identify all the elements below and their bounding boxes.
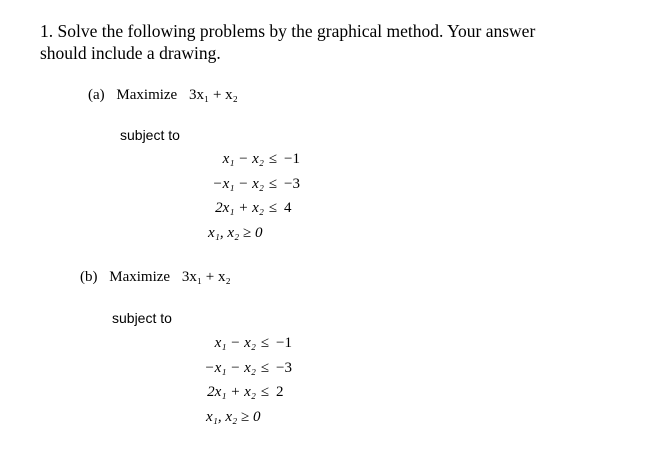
part-a-constraint-2 bbox=[172, 172, 324, 197]
problem-statement bbox=[40, 20, 535, 64]
part-b-maximize-keyword: Maximize bbox=[109, 269, 171, 285]
constraint-lhs: x₁ − x₂ bbox=[214, 335, 256, 351]
constraint-rhs: −1 bbox=[284, 151, 300, 167]
constraint-lhs: −x₁ − x₂ bbox=[204, 359, 256, 376]
part-b-constraint-1 bbox=[164, 331, 316, 356]
constraint-relation: ≤ bbox=[260, 384, 270, 400]
part-a-constraint-1 bbox=[172, 147, 324, 172]
constraint-rhs: −1 bbox=[276, 335, 292, 351]
constraint-relation: ≤ bbox=[268, 151, 278, 167]
part-a-subject-to: subject to bbox=[120, 127, 180, 143]
part-b-label: (b) bbox=[80, 269, 98, 285]
constraint-lhs: 2x₁ + x₂ bbox=[207, 384, 256, 400]
part-a-label: (a) bbox=[88, 87, 105, 103]
constraint-rhs: −3 bbox=[276, 359, 292, 376]
constraint-lhs: −x₁ − x₂ bbox=[212, 175, 264, 192]
part-a-nonnegativity: x₁, x₂ ≥ 0 bbox=[208, 225, 263, 241]
constraint-rhs: 4 bbox=[284, 200, 292, 216]
part-a-maximize-keyword: Maximize bbox=[116, 87, 178, 103]
problem-statement-line-1: 1. Solve the following problems by the graphical method. Your answer bbox=[40, 21, 536, 41]
constraint-relation: ≤ bbox=[260, 335, 270, 351]
part-b-constraint-3 bbox=[164, 380, 316, 405]
part-b-heading bbox=[80, 268, 231, 286]
part-b-objective: 3x₁ + x₂ bbox=[181, 269, 231, 285]
constraint-relation: ≤ bbox=[268, 200, 278, 216]
part-b-constraint-2 bbox=[164, 356, 316, 381]
part-a-objective: 3x₁ + x₂ bbox=[188, 87, 238, 103]
problem-statement-line-2: should include a drawing. bbox=[40, 43, 221, 63]
part-a-heading bbox=[88, 86, 238, 104]
constraint-lhs: x₁ − x₂ bbox=[222, 151, 264, 167]
constraint-relation: ≤ bbox=[268, 175, 278, 192]
constraint-rhs: −3 bbox=[284, 175, 300, 192]
part-a-constraints bbox=[172, 147, 324, 221]
constraint-relation: ≤ bbox=[260, 359, 270, 376]
constraint-rhs: 2 bbox=[276, 384, 284, 400]
part-b-nonnegativity: x₁, x₂ ≥ 0 bbox=[206, 409, 261, 425]
constraint-lhs: 2x₁ + x₂ bbox=[215, 200, 264, 216]
part-b-constraints bbox=[164, 331, 316, 405]
part-a-constraint-3 bbox=[172, 196, 324, 221]
part-b-subject-to: subject to bbox=[112, 310, 172, 326]
